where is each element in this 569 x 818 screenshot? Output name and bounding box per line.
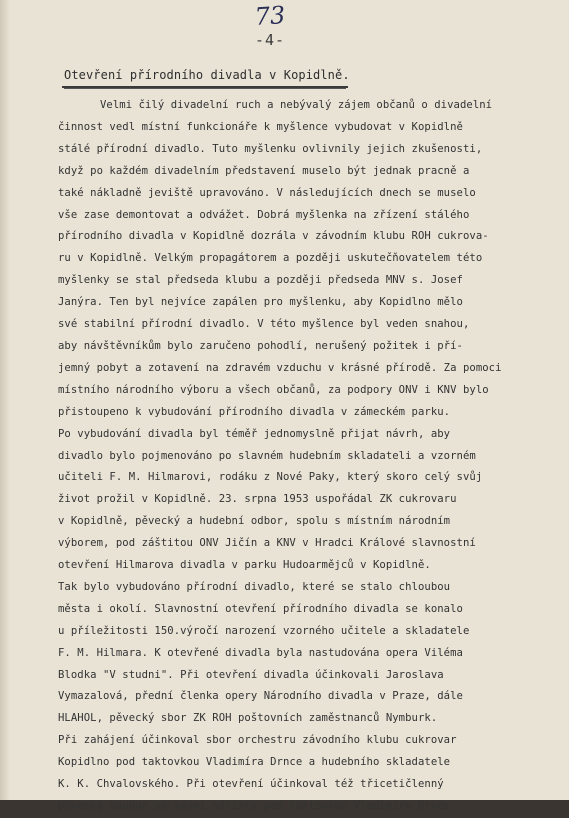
text-line: vše zase demontovat a odvážet. Dobrá myšlenka na zřízení stálého xyxy=(58,208,470,221)
typed-page-number: -4- xyxy=(254,31,286,49)
text-line: činnost vedl místní funkcionáře k myšlence vybudovat v Kopidlně xyxy=(58,120,463,133)
text-line: Při zahájení účinkoval sbor orchestru závodního klubu cukrovar xyxy=(58,734,457,747)
text-line: aby návštěvníkům bylo zaručeno pohodlí, nerušený požitek i pří- xyxy=(58,339,463,352)
text-line: Janýra. Ten byl nejvíce zapálen pro myšlenku, aby Kopidlno mělo xyxy=(58,296,463,309)
title-underline-second xyxy=(64,88,346,89)
text-line: přírodního divadla v Kopidlně dozrála v závodním klubu ROH cukrova- xyxy=(58,230,489,243)
text-line: pěvecký soubor se svými sólisty pod taktovkou Vladimíra Drnce. xyxy=(58,800,457,812)
text-line: když po každém divadelním představení muselo být jednak pracně a xyxy=(58,164,470,177)
text-line: Tak bylo vybudováno přírodní divadlo, které se stalo chloubou xyxy=(58,580,451,593)
text-line: Kopidlno pod taktovkou Vladimíra Drnce a hudebního skladatele xyxy=(58,756,451,769)
text-line: učiteli F. M. Hilmarovi, rodáku z Nové Paky, který skoro celý svůj xyxy=(58,471,483,484)
text-line: Velmi čilý divadelní ruch a nebývalý zájem občanů o divadelní xyxy=(100,99,493,111)
text-line: ru v Kopidlně. Velkým propagátorem a později uskutečňovatelem této xyxy=(58,252,483,265)
body-text xyxy=(58,95,558,818)
text-line: jemný pobyt a zotavení na zdravém vzduchu v krásné přírodě. Za pomoci xyxy=(58,361,502,374)
document-title: Otevření přírodního divadla v Kopidlně. xyxy=(64,68,350,82)
page-edge-shadow xyxy=(0,0,10,800)
text-line: stálé přírodní divadlo. Tuto myšlenku ovlivnily jejich zkušenosti, xyxy=(58,142,483,155)
text-line: otevření Hilmarova divadla v parku Hudoarmějců v Kopidlně. xyxy=(58,559,431,572)
text-line: místního národního výboru a všech občanů, za podpory ONV i KNV bylo xyxy=(58,383,489,396)
text-line: K. K. Chvalovského. Při otevření účinkoval též třicetičlenný xyxy=(58,778,444,791)
text-line: u příležitosti 150.výročí narození vzorného učitele a skladatele xyxy=(58,624,470,637)
text-line: výborem, pod záštitou ONV Jičín a KNV v Hradci Králové slavnostní xyxy=(58,537,476,550)
text-line: život prožil v Kopidlně. 23. srpna 1953 uspořádal ZK cukrovaru xyxy=(58,493,457,506)
text-line: HLAHOL, pěvecký sbor ZK ROH poštovních zaměstnanců Nymburk. xyxy=(58,712,438,725)
text-line: v Kopidlně, pěvecký a hudební odbor, spolu s místním národním xyxy=(58,515,451,528)
text-line: Blodka "V studni". Při otevření divadla účinkovali Jaroslava xyxy=(58,668,444,681)
text-line: přistoupeno k vybudování přírodního divadla v zámeckém parku. xyxy=(58,405,451,418)
text-line: F. M. Hilmara. K otevřené divadla byla nastudována opera Viléma xyxy=(58,646,463,659)
handwritten-page-number: 73 xyxy=(253,0,287,32)
text-line: také nákladně jeviště upravováno. V následujících dnech se muselo xyxy=(58,186,476,199)
page-number xyxy=(240,0,300,49)
text-line: Po vybudování divadla byl téměř jednomyslně přijat návrh, aby xyxy=(58,427,451,440)
text-line: města i okolí. Slavnostní otevření přírodního divadla se konalo xyxy=(58,602,463,615)
text-line: divadlo bylo pojmenováno po slavném hudebním skladateli a vzorném xyxy=(58,449,476,462)
text-line: své stabilní přírodní divadlo. V této myšlence byl veden snahou, xyxy=(58,318,470,331)
text-line: Vymazalová, přední členka opery Národního divadla v Praze, dále xyxy=(58,690,463,703)
text-line: myšlenky se stal předseda klubu a později předseda MNV s. Josef xyxy=(58,274,463,287)
